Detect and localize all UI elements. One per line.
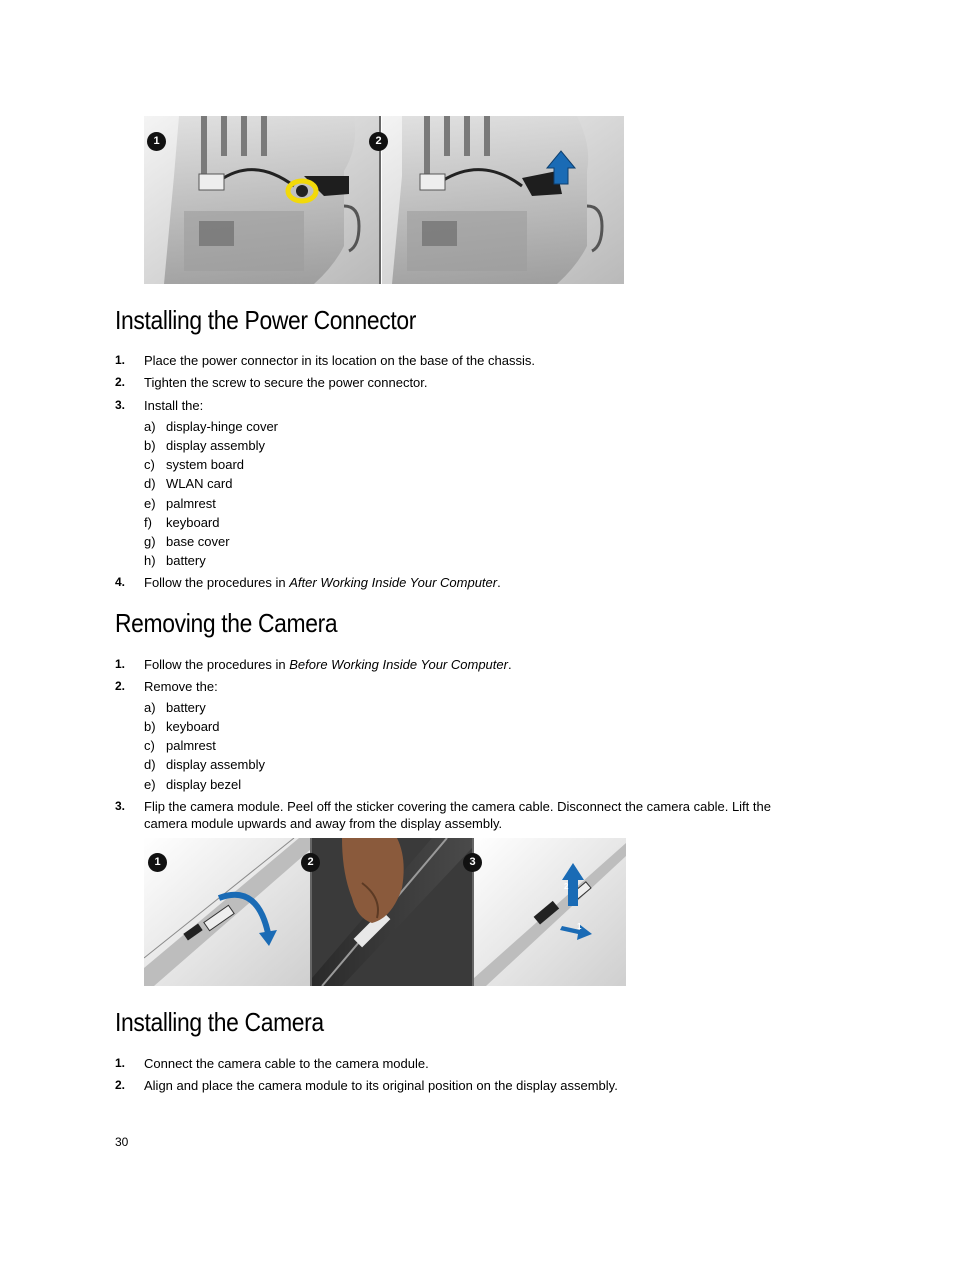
- s1-subitem: a) display-hinge cover: [144, 419, 279, 434]
- step-text: Place the power connector in its location on the base of the chassis.: [144, 353, 535, 368]
- s2-subitem: a) battery: [144, 700, 206, 715]
- step-text: Follow the procedures in Before Working Inside Your Computer.: [144, 657, 512, 672]
- s1-subitem: d) WLAN card: [144, 476, 233, 491]
- s1-subitem: f) keyboard: [144, 515, 220, 530]
- callout-1-fig2: 1: [148, 853, 167, 872]
- step-text: Tighten the screw to secure the power connector.: [144, 375, 428, 390]
- step-text: Remove the:: [144, 679, 218, 694]
- s2-subitem: e) display bezel: [144, 777, 242, 792]
- camera-panel-2: [312, 838, 472, 986]
- heading-removing-camera: Removing the Camera: [115, 608, 338, 638]
- step-text: Connect the camera cable to the camera module.: [144, 1056, 429, 1071]
- s1-subitem: g) base cover: [144, 534, 230, 549]
- callout-1-fig1: 1: [147, 132, 166, 151]
- s1-subitem: h) battery: [144, 553, 206, 568]
- step-number: 2.: [115, 679, 126, 693]
- step-text: Align and place the camera module to its original position on the display assembly.: [144, 1078, 618, 1093]
- step-number: 4.: [115, 575, 126, 589]
- s1-subitem: c) system board: [144, 457, 245, 472]
- figure-power-connector: [144, 116, 624, 284]
- step-number: 2.: [115, 375, 126, 389]
- arrow-label-2: 2: [564, 882, 569, 891]
- page-number: 30: [115, 1135, 129, 1149]
- step-number: 2.: [115, 1078, 126, 1092]
- arrow-label-1: 1: [577, 922, 582, 931]
- cross-reference: Before Working Inside Your Computer: [289, 657, 508, 672]
- heading-installing-power-connector: Installing the Power Connector: [115, 305, 417, 335]
- s2-subitem: c) palmrest: [144, 738, 216, 753]
- callout-3-fig2: 3: [463, 853, 482, 872]
- step-number: 1.: [115, 353, 126, 367]
- figure-camera-removal: [144, 838, 626, 986]
- callout-2-fig2: 2: [301, 853, 320, 872]
- callout-2-fig1: 2: [369, 132, 388, 151]
- s2-subitem: d) display assembly: [144, 757, 265, 772]
- s2-subitem: b) keyboard: [144, 719, 220, 734]
- camera-panel-1: [144, 838, 310, 986]
- s1-subitem: b) display assembly: [144, 438, 265, 453]
- step-number: 1.: [115, 657, 126, 671]
- figure-panel-2: [382, 116, 624, 284]
- step-number: 3.: [115, 799, 126, 813]
- camera-panel-3: [474, 838, 626, 986]
- step-number: 1.: [115, 1056, 126, 1070]
- step-text: Flip the camera module. Peel off the sticker covering the camera cable. Disconnect the camera cable. Lift the camera module upwards and away from the display assembly.: [144, 799, 771, 831]
- s1-subitem: e) palmrest: [144, 496, 216, 511]
- step-text: Follow the procedures in After Working Inside Your Computer.: [144, 575, 501, 590]
- figure-panel-1: [144, 116, 379, 284]
- cross-reference: After Working Inside Your Computer: [289, 575, 498, 590]
- step-number: 3.: [115, 398, 126, 412]
- step-text: Install the:: [144, 398, 204, 413]
- heading-installing-camera: Installing the Camera: [115, 1007, 324, 1037]
